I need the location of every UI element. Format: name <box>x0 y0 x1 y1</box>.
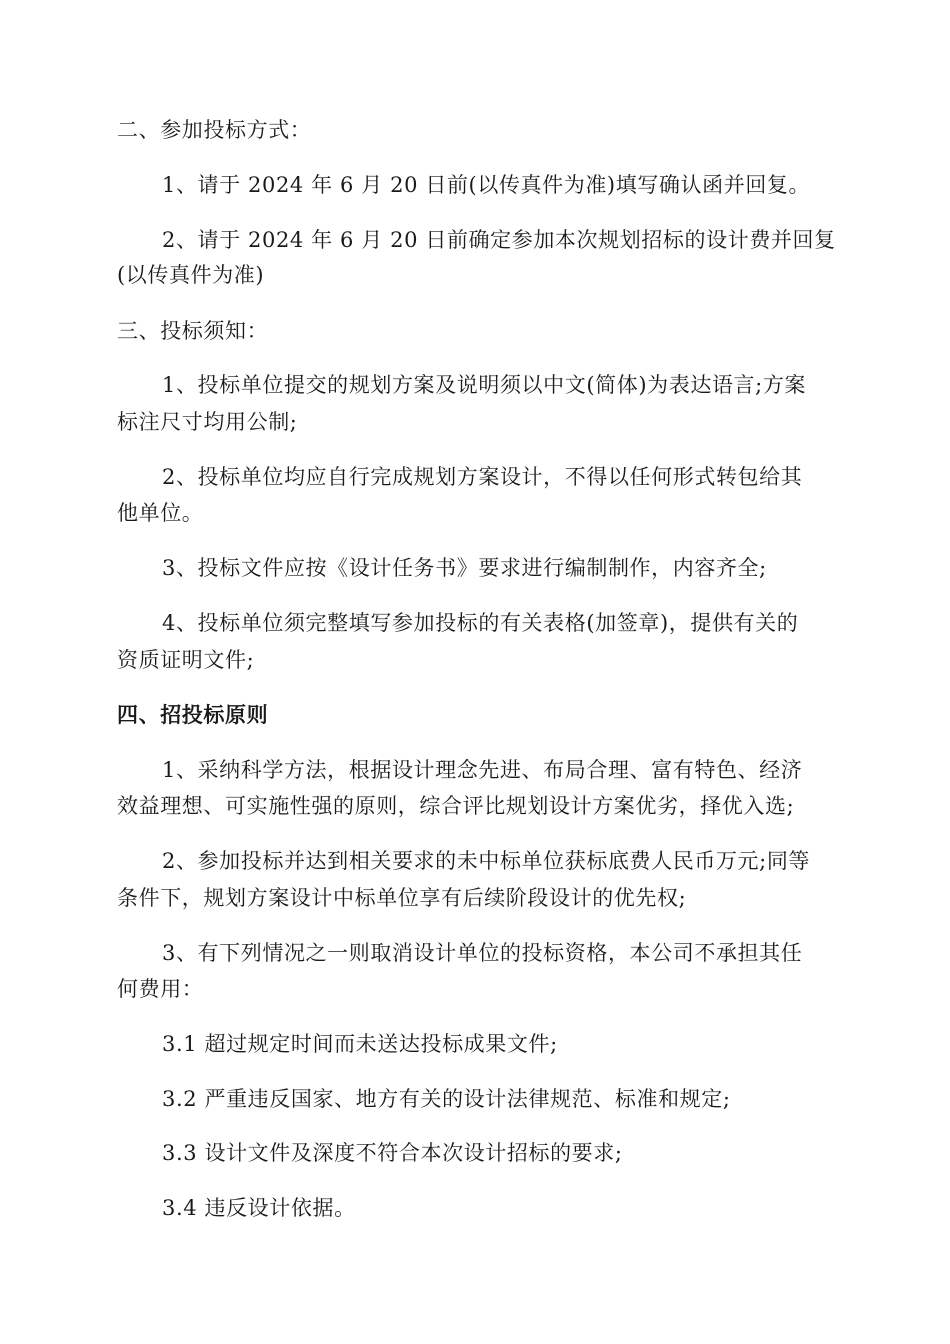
section-4-heading: 四、招投标原则 <box>117 702 269 727</box>
section-3-item-1-line-2: 标注尺寸均用公制; <box>117 410 298 434</box>
section-3-item-3: 3、投标文件应按《设计任务书》要求进行编制制作，内容齐全; <box>162 556 767 580</box>
section-3-item-1-line-1: 1、投标单位提交的规划方案及说明须以中文(简体)为表达语言;方案 <box>162 373 807 397</box>
section-4-item-2-line-1: 2、参加投标并达到相关要求的未中标单位获标底费人民币万元;同等 <box>162 849 811 873</box>
section-4-sub-item-3-1: 3.1 超过规定时间而未送达投标成果文件; <box>162 1032 558 1056</box>
section-2-item-2-line-2: (以传真件为准) <box>117 263 265 287</box>
section-4-sub-item-3-4: 3.4 违反设计依据。 <box>162 1196 356 1220</box>
section-2-item-2-line-1: 2、请于 2024 年 6 月 20 日前确定参加本次规划招标的设计费并回复 <box>162 228 836 252</box>
section-3-item-4-line-2: 资质证明文件; <box>117 648 255 672</box>
section-3-heading: 三、投标须知： <box>117 319 269 343</box>
section-2-heading: 二、参加投标方式： <box>117 118 312 142</box>
section-3-item-2-line-2: 他单位。 <box>117 501 204 525</box>
section-4-item-1-line-1: 1、采纳科学方法，根据设计理念先进、布局合理、富有特色、经济 <box>162 758 803 782</box>
section-4-item-3-line-1: 3、有下列情况之一则取消设计单位的投标资格，本公司不承担其任 <box>162 941 803 965</box>
section-4-item-3-line-2: 何费用： <box>117 977 204 1001</box>
section-4-item-2-line-2: 条件下，规划方案设计中标单位享有后续阶段设计的优先权; <box>117 886 687 910</box>
section-4-item-1-line-2: 效益理想、可实施性强的原则，综合评比规划设计方案优劣，择优入选; <box>117 794 795 818</box>
section-3-item-2-line-1: 2、投标单位均应自行完成规划方案设计，不得以任何形式转包给其 <box>162 465 803 489</box>
section-4-sub-item-3-3: 3.3 设计文件及深度不符合本次设计招标的要求; <box>162 1141 623 1165</box>
section-4-sub-item-3-2: 3.2 严重违反国家、地方有关的设计法律规范、标准和规定; <box>162 1087 731 1111</box>
section-3-item-4-line-1: 4、投标单位须完整填写参加投标的有关表格(加签章)，提供有关的 <box>162 611 799 635</box>
section-2-item-1: 1、请于 2024 年 6 月 20 日前(以传真件为准)填写确认函并回复。 <box>162 173 811 197</box>
